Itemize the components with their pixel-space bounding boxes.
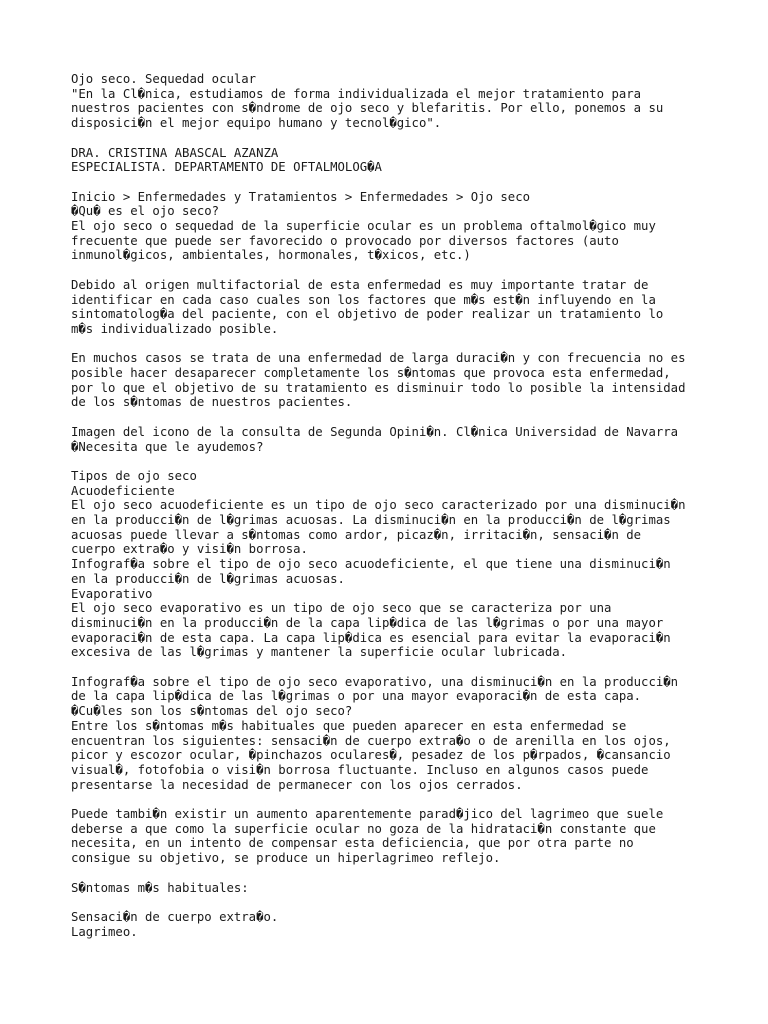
spacer [71, 792, 731, 807]
paragraph-line: frecuente que puede ser favorecido o provocado por diversos factores (auto [71, 233, 619, 248]
paragraph-line: presentarse la necesidad de permanecer con los ojos cerrados. [71, 777, 523, 792]
intro-quote-line: nuestros pacientes con s�ndrome de ojo seco y blefaritis. Por ello, ponemos a su [71, 101, 664, 116]
infographic-caption: de la capa lip�dica de las l�grimas o por una mayor evaporaci�n de esta capa. [71, 689, 642, 704]
second-opinion-link[interactable]: �Necesita que le ayudemos? [71, 439, 264, 454]
paragraph-line: En muchos casos se trata de una enfermedad de larga duraci�n y con frecuencia no es [71, 351, 686, 366]
paragraph-line: El ojo seco acuodeficiente es un tipo de ojo seco caracterizado por una disminuci�n [71, 498, 686, 513]
page-title: Ojo seco. Sequedad ocular [71, 72, 257, 86]
paragraph-line: necesita, en un intento de compensar esta deficiencia, que por otra parte no [71, 836, 634, 851]
section-heading-what-is: �Qu� es el ojo seco? [71, 204, 220, 219]
paragraph-line: Puede tambi�n existir un aumento aparentemente parad�jico del lagrimeo que suele [71, 807, 664, 822]
paragraph-line: por lo que el objetivo de su tratamiento es disminuir todo lo posible la intensidad [71, 380, 686, 395]
spacer [71, 866, 731, 881]
paragraph-line: Entre los s�ntomas m�s habituales que pueden aparecer en esta enfermedad se [71, 718, 627, 733]
paragraph-line: cuerpo extra�o y visi�n borrosa. [71, 542, 308, 557]
paragraph-line: inmunol�gicos, ambientales, hormonales, t�xicos, etc.) [71, 248, 471, 263]
spacer [71, 895, 731, 910]
subheading-evaporativo: Evaporativo [71, 586, 153, 601]
paragraph-line: disminuci�n en la producci�n de la capa lip�dica de las l�grimas o por una mayor [71, 615, 664, 630]
paragraph-line: m�s individualizado posible. [71, 321, 279, 336]
spacer [71, 660, 731, 675]
paragraph-line: consigue su objetivo, se produce un hiperlagrimeo reflejo. [71, 851, 501, 866]
infographic-caption: en la producci�n de l�grimas acuosas. [71, 571, 345, 586]
document-body [71, 72, 731, 939]
list-item: Lagrimeo. [71, 924, 138, 939]
paragraph-line: visual�, fotofobia o visi�n borrosa fluctuante. Incluso en algunos casos puede [71, 762, 649, 777]
paragraph-line: sintomatolog�a del paciente, con el objetivo de poder realizar un tratamiento lo [71, 307, 664, 322]
infographic-caption: Infograf�a sobre el tipo de ojo seco acuodeficiente, el que tiene una disminuci�n [71, 557, 671, 572]
paragraph-line: en la producci�n de l�grimas acuosas. La disminuci�n en la producci�n de l�grimas [71, 513, 671, 527]
paragraph-line: identificar en cada caso cuales son los factores que m�s est�n influyendo en la [71, 292, 656, 307]
subheading-acuodeficiente: Acuodeficiente [71, 483, 175, 498]
paragraph-line: picor y escozor ocular, �pinchazos oculares�, pesadez de los p�rpados, �cansancio [71, 748, 671, 763]
spacer [71, 454, 731, 469]
author-role: ESPECIALISTA. DEPARTAMENTO DE OFTALMOLOG�A [71, 160, 382, 175]
paragraph-line: El ojo seco o sequedad de la superficie ocular es un problema oftalmol�gico muy [71, 219, 656, 233]
paragraph-line: evaporaci�n de esta capa. La capa lip�dica es esencial para evitar la evaporaci�n [71, 630, 671, 645]
second-opinion-image-alt: Imagen del icono de la consulta de Segunda Opini�n. Cl�nica Universidad de Navarra [71, 424, 679, 439]
section-heading-symptoms: �Cu�les son los s�ntomas del ojo seco? [71, 704, 353, 719]
spacer [71, 410, 731, 425]
spacer [71, 337, 731, 352]
spacer [71, 263, 731, 278]
paragraph-line: posible hacer desaparecer completamente los s�ntomas que provoca esta enfermedad, [71, 366, 671, 380]
paragraph-line: excesiva de las l�grimas y mantener la superficie ocular lubricada. [71, 645, 568, 660]
spacer [71, 175, 731, 190]
infographic-caption: Infograf�a sobre el tipo de ojo seco evaporativo, una disminuci�n en la producci�n [71, 674, 679, 689]
symptoms-list-heading: S�ntomas m�s habituales: [71, 880, 249, 895]
author-name: DRA. CRISTINA ABASCAL AZANZA [71, 145, 279, 160]
paragraph-line: acuosas puede llevar a s�ntomas como ardor, picaz�n, irritaci�n, sensaci�n de [71, 527, 642, 542]
list-item: Sensaci�n de cuerpo extra�o. [71, 909, 279, 924]
breadcrumb[interactable]: Inicio > Enfermedades y Tratamientos > Enfermedades > Ojo seco [71, 189, 531, 204]
paragraph-line: El ojo seco evaporativo es un tipo de ojo seco que se caracteriza por una [71, 601, 612, 616]
paragraph-line: deberse a que como la superficie ocular no goza de la hidrataci�n constante que [71, 821, 656, 836]
paragraph-line: encuentran los siguientes: sensaci�n de cuerpo extra�o o de arenilla en los ojos, [71, 733, 671, 748]
section-heading-types: Tipos de ojo seco [71, 468, 197, 483]
paragraph-line: Debido al origen multifactorial de esta enfermedad es muy importante tratar de [71, 277, 649, 292]
intro-quote-line: disposici�n el mejor equipo humano y tecnol�gico". [71, 116, 442, 131]
intro-quote-line: "En la Cl�nica, estudiamos de forma individualizada el mejor tratamiento para [71, 86, 642, 101]
spacer [71, 131, 731, 146]
paragraph-line: de los s�ntomas de nuestros pacientes. [71, 395, 353, 410]
